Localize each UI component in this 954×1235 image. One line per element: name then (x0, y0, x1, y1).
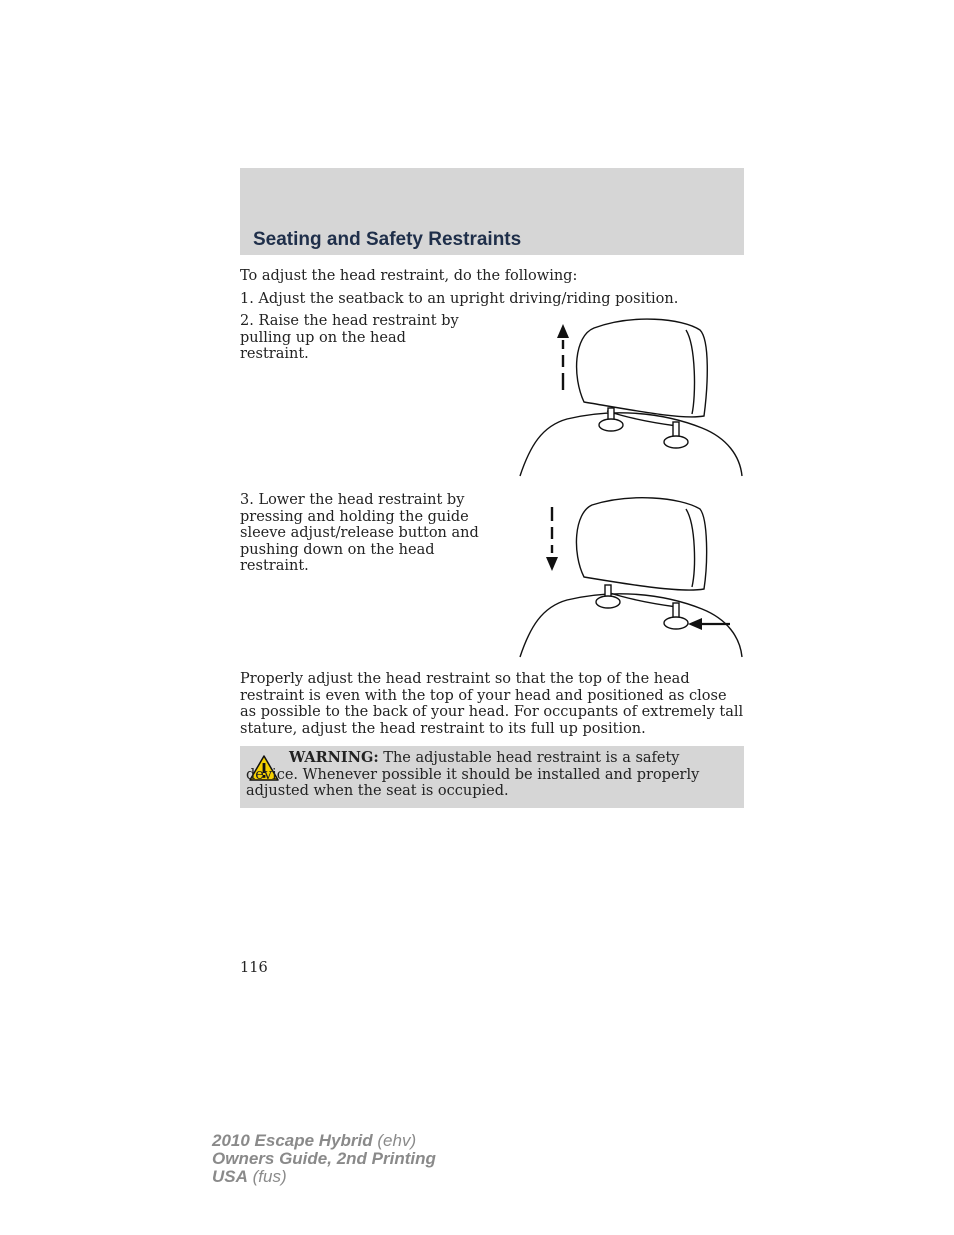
warning-box (240, 746, 744, 808)
arrow-down-icon (546, 507, 558, 571)
footer-model-code: (ehv) (377, 1131, 417, 1150)
arrow-up-icon (557, 324, 569, 390)
section-header-band (240, 168, 744, 255)
arrow-left-icon (688, 618, 730, 630)
page-number: 116 (240, 960, 268, 976)
step-1: 1. Adjust the seatback to an upright driving/riding position. (240, 291, 679, 307)
footer-model: 2010 Escape Hybrid (212, 1131, 373, 1150)
step-2: 2. Raise the head restraint by pulling up on the head restraint. (240, 313, 459, 363)
step-3: 3. Lower the head restraint by pressing and holding the guide sleeve adjust/release button and pushing down on the head restraint. (240, 492, 479, 575)
section-title: Seating and Safety Restraints (253, 229, 522, 250)
warning-text (246, 750, 734, 800)
head-restraint-lower-illustration (512, 497, 748, 659)
footer-market-code: (fus) (252, 1167, 287, 1186)
footer-guide: Owners Guide, 2nd Printing (212, 1149, 436, 1168)
head-restraint-raise-illustration (512, 316, 748, 478)
warning-label: WARNING: (289, 749, 379, 766)
adjust-paragraph: Properly adjust the head restraint so that the top of the head restraint is even with the top of your head and positioned as close as possible to the back of your head. For occupants of extremely tall stature, adjust the head restraint to its full up position. (240, 671, 744, 737)
intro-text: To adjust the head restraint, do the following: (240, 268, 578, 284)
footer-market: USA (212, 1167, 248, 1186)
warning-body: The adjustable head restraint is a safety device. Whenever possible it should be installed and properly adjusted when the seat is occupied. (246, 750, 700, 800)
footer (212, 1132, 436, 1186)
